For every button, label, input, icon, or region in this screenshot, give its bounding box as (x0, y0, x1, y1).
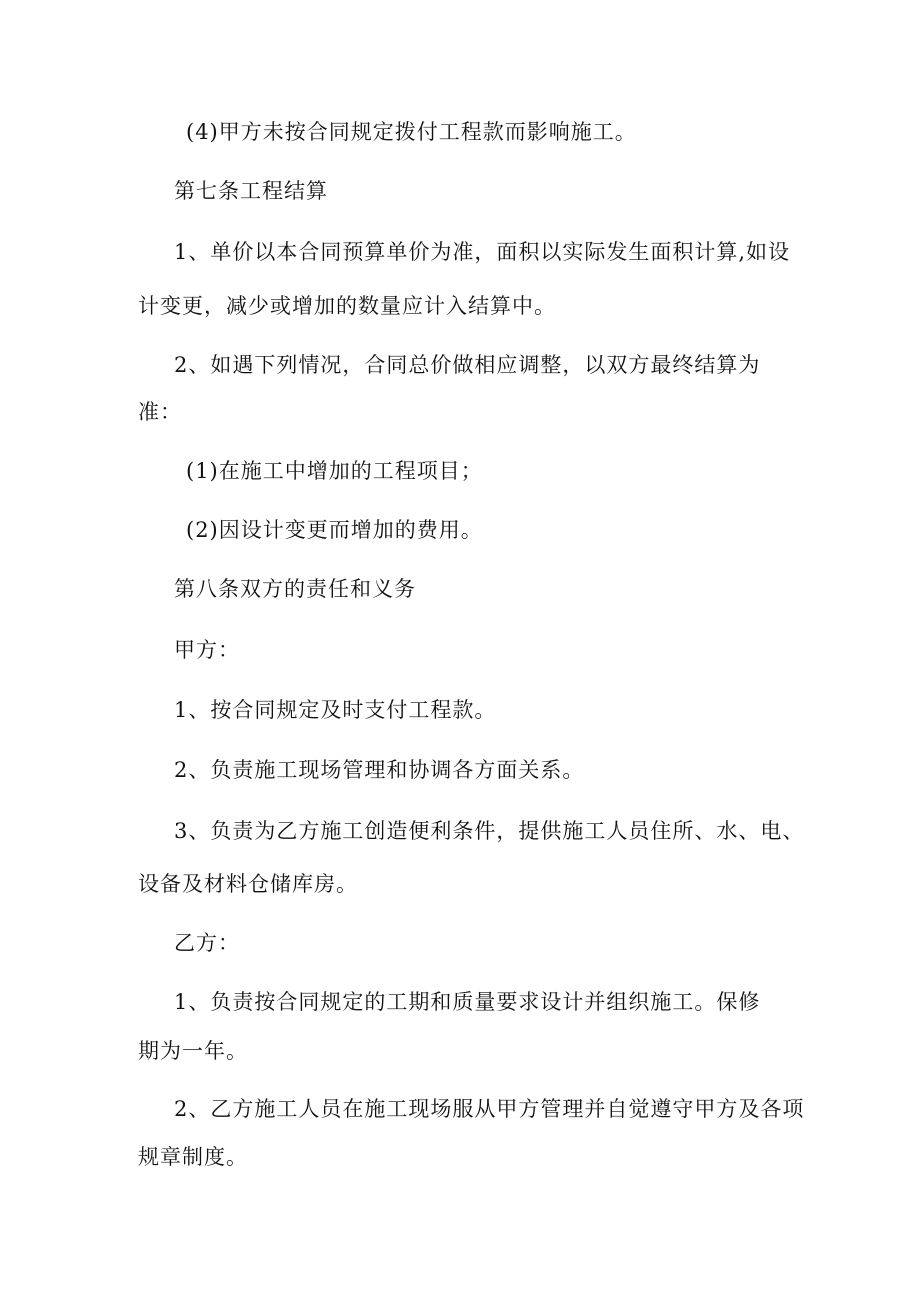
clause-6-item-4: (4)甲方未按合同规定拨付工程款而影响施工。 (186, 120, 637, 144)
article-8-heading: 第八条双方的责任和义务 (174, 577, 416, 601)
party-a-item-2: 2、负责施工现场管理和协调各方面关系。 (174, 758, 585, 782)
article-7-item-2-line-1: 2、如遇下列情况，合同总价做相应调整，以双方最终结算为 (174, 353, 761, 377)
party-a-item-1: 1、按合同规定及时支付工程款。 (174, 698, 497, 722)
article-7-heading: 第七条工程结算 (174, 179, 328, 203)
article-7-item-1-line-2: 计变更，减少或增加的数量应计入结算中。 (138, 294, 556, 318)
article-7-item-2-line-2: 准： (138, 400, 182, 424)
party-b-item-2-line-2: 规章制度。 (138, 1145, 248, 1169)
party-a-item-3-line-2: 设备及材料仓储库房。 (138, 872, 358, 896)
party-b-item-2-line-1: 2、乙方施工人员在施工现场服从甲方管理并自觉遵守甲方及各项 (174, 1097, 805, 1121)
party-a-item-3-line-1: 3、负责为乙方施工创造便利条件，提供施工人员住所、水、电、 (174, 819, 805, 843)
party-a-heading: 甲方： (174, 638, 240, 662)
article-7-sub-item-1: (1)在施工中增加的工程项目； (186, 459, 483, 483)
party-b-heading: 乙方： (174, 931, 240, 955)
party-b-item-1-line-1: 1、负责按合同规定的工期和质量要求设计并组织施工。保修 (174, 990, 761, 1014)
article-7-item-1-line-1: 1、单价以本合同预算单价为准，面积以实际发生面积计算,如设 (174, 240, 791, 264)
party-b-item-1-line-2: 期为一年。 (138, 1039, 248, 1063)
article-7-sub-item-2: (2)因设计变更而增加的费用。 (186, 518, 483, 542)
